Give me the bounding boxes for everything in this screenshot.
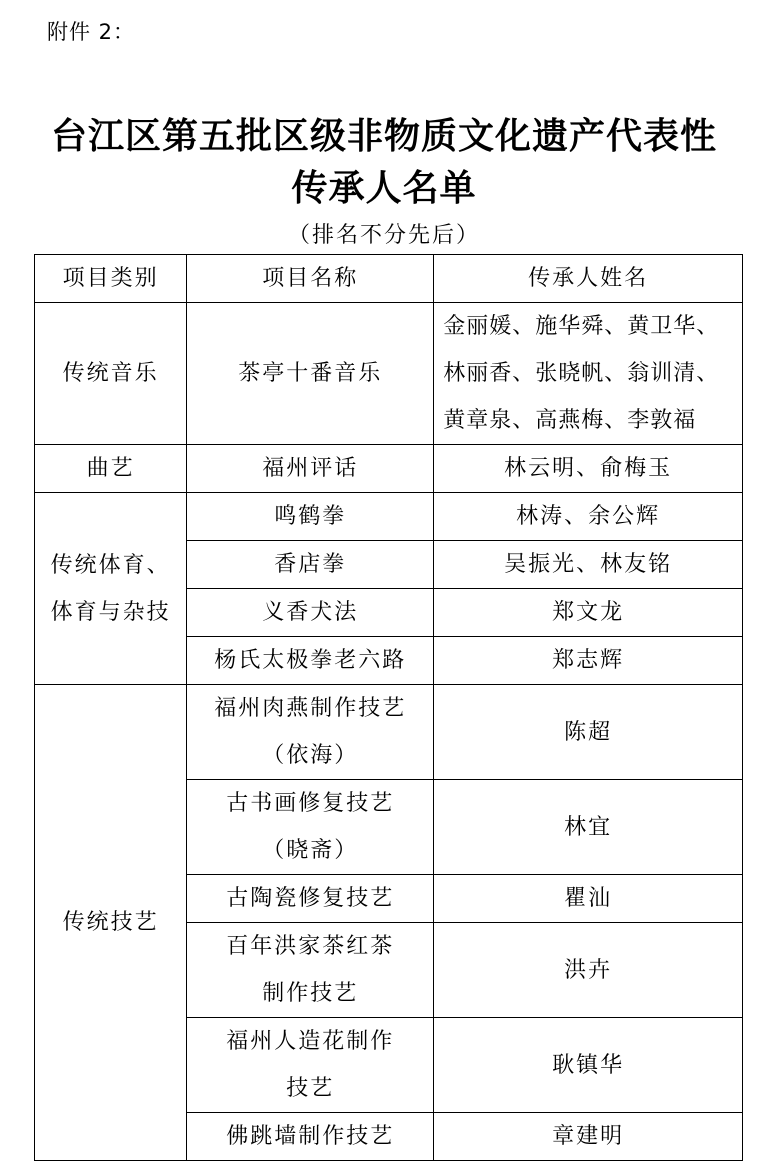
bearer-line: 金丽媛、施华舜、黄卫华、 (443, 314, 720, 339)
project-line: 佛跳墙制作技艺 (226, 1124, 395, 1149)
bearer-cell (434, 303, 743, 445)
project-cell: 茶亭十番音乐 (187, 303, 434, 445)
project-line: 百年洪家茶红茶 (226, 934, 395, 959)
project-line: （晓斋） (262, 838, 359, 863)
bearer-cell: 林宜 (434, 780, 743, 875)
bearer-cell: 洪卉 (434, 923, 743, 1018)
project-cell (187, 1018, 434, 1113)
project-cell (187, 780, 434, 875)
project-cell: 鸣鹤拳 (187, 493, 434, 541)
category-line: 传统体育、 (50, 552, 171, 578)
table-row (35, 303, 743, 445)
header-category: 项目类别 (35, 255, 187, 303)
project-cell (187, 875, 434, 923)
table-row (35, 685, 743, 780)
project-line: 福州人造花制作 (226, 1029, 395, 1054)
bearer-cell: 陈超 (434, 685, 743, 780)
inheritor-table (34, 254, 743, 1161)
bearer-cell: 郑志辉 (434, 637, 743, 685)
project-cell (187, 1113, 434, 1161)
category-cell: 曲艺 (35, 445, 187, 493)
header-project: 项目名称 (187, 255, 434, 303)
header-bearer: 传承人姓名 (434, 255, 743, 303)
project-cell: 福州评话 (187, 445, 434, 493)
project-cell: 义香犬法 (187, 589, 434, 637)
project-line: 技艺 (286, 1076, 335, 1101)
bearer-line: 林丽香、张晓帆、翁训清、 (443, 361, 720, 386)
category-cell: 传统音乐 (35, 303, 187, 445)
project-cell (187, 923, 434, 1018)
document-subtitle: （排名不分先后） (287, 223, 480, 248)
bearer-cell: 吴振光、林友铭 (434, 541, 743, 589)
bearer-cell: 郑文龙 (434, 589, 743, 637)
project-cell: 香店拳 (187, 541, 434, 589)
project-line: 制作技艺 (262, 981, 359, 1006)
project-line: （依海） (262, 743, 359, 768)
document-title-line1: 台江区第五批区级非物质文化遗产代表性 (50, 115, 717, 157)
project-cell: 杨氏太极拳老六路 (187, 637, 434, 685)
document-title-line2: 传承人名单 (291, 167, 477, 209)
category-line: 体育与杂技 (50, 599, 171, 625)
table-header-row (35, 255, 743, 303)
bearer-cell: 林涛、余公辉 (434, 493, 743, 541)
project-line: 古书画修复技艺 (226, 791, 395, 816)
category-cell: 传统技艺 (35, 685, 187, 1161)
bearer-cell: 瞿汕 (434, 875, 743, 923)
table-row (35, 493, 743, 541)
category-cell (35, 493, 187, 685)
attachment-label: 附件 2： (47, 20, 136, 44)
bearer-cell: 章建明 (434, 1113, 743, 1161)
bearer-cell: 耿镇华 (434, 1018, 743, 1113)
project-cell (187, 685, 434, 780)
table-row (35, 445, 743, 493)
bearer-line: 黄章泉、高燕梅、李敦福 (443, 408, 697, 433)
bearer-cell: 林云明、俞梅玉 (434, 445, 743, 493)
project-line: 福州肉燕制作技艺 (214, 696, 407, 721)
project-line: 古陶瓷修复技艺 (226, 886, 395, 911)
